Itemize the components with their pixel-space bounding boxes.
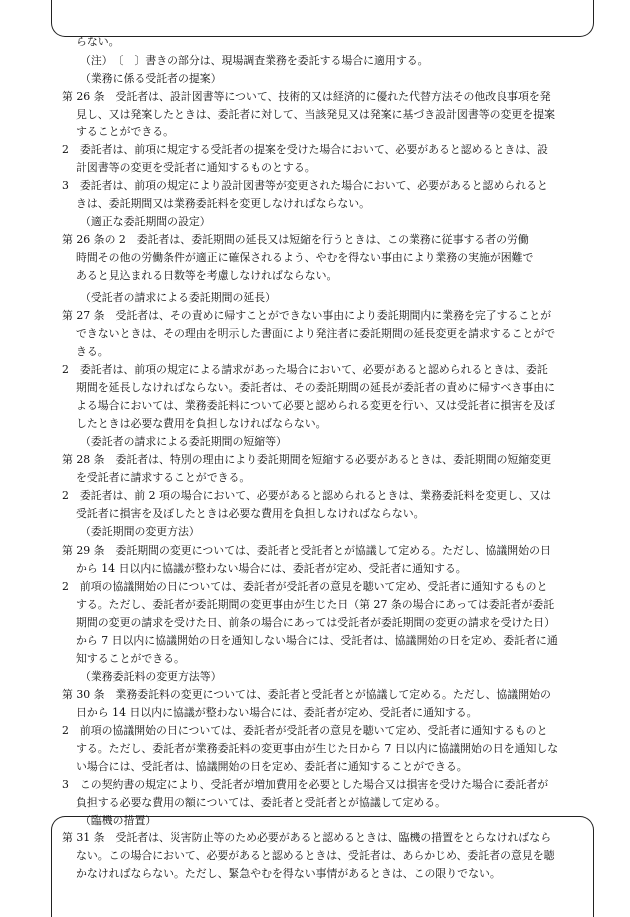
top-bracket-box: [51, 0, 594, 37]
section-caption: （委託期間の変更方法）: [80, 525, 200, 538]
section-caption: （業務に係る受託者の提案）: [80, 72, 222, 85]
text-line: 見し、又は発案したときは、委託者に対して、当該発見又は発案に基づき設計図書等の変更を提案: [76, 108, 555, 121]
text-line: かなければならない。ただし、緊急やむを得ない事情があるときは、この限りでない。: [76, 867, 501, 880]
text-line: することができる。: [76, 125, 175, 138]
article-line: 第 30 条 業務委託料の変更については、委託者と受託者とが協議して定める。ただし、協議開始の: [62, 688, 551, 701]
article-line: 第 29 条 委託期間の変更については、委託者と受託者とが協議して定める。ただし、協議開始の日: [62, 544, 551, 557]
text-line: できないときは、その理由を明示した書面により発注者に委託期間の延長変更を請求することがで: [76, 327, 556, 340]
text-line: 受託者に損害を及ぼしたときは必要な費用を負担しなければならない。: [76, 507, 425, 520]
text-line: 期間の変更の請求を受けた日、前条の場合にあっては受託者が委託期間の変更の請求を受けた日）: [76, 616, 556, 629]
item-line: 2 委託者は、前 2 項の場合において、必要があると認められるときは、業務委託料を変更し、又は: [62, 489, 551, 502]
section-caption: （業務委託料の変更方法等）: [80, 670, 222, 683]
text-line: い場合には、受託者は、協議開始の日を定め、委託者に通知することができる。: [76, 760, 468, 773]
text-line: 日から 14 日以内に協議が整わない場合には、委託者が定め、受託者に通知する。: [76, 706, 478, 719]
text-line: 負担する必要な費用の額については、委託者と受託者とが協議して定める。: [76, 796, 447, 809]
section-caption: （適正な委託期間の設定）: [80, 215, 211, 228]
text-line: らない。: [76, 35, 120, 48]
article-line: 第 26 条 受託者は、設計図書等について、技術的又は経済的に優れた代替方法その他改良事項を発: [62, 90, 551, 103]
text-line: きる。: [76, 345, 109, 358]
section-caption: （臨機の措置）: [80, 814, 157, 827]
text-line: する。ただし、委託者が委託期間の変更事由が生じた日（第 27 条の場合にあっては委託者が委託: [76, 598, 555, 611]
item-line: 2 委託者は、前項の規定による請求があった場合において、必要があると認められるときは、委託: [62, 363, 548, 376]
section-caption: （委託者の請求による委託期間の短縮等）: [80, 435, 287, 448]
item-line: 2 委託者は、前項に規定する受託者の提案を受けた場合において、必要があると認めるときは、設: [62, 143, 548, 156]
article-line: 第 31 条 受託者は、災害防止等のため必要があると認めるときは、臨機の措置をとらなければなら: [62, 831, 552, 844]
text-line: 期間を延長しなければならない。委託者は、その委託期間の延長が委託者の責めに帰すべき事由に: [76, 381, 555, 394]
item-line: 3 この契約書の規定により、受託者が増加費用を必要とした場合又は損害を受けた場合に委託者が: [62, 778, 549, 791]
article-line: 第 26 条の 2 委託者は、委託期間の延長又は短縮を行うときは、この業務に従事する者の労働: [62, 233, 529, 246]
text-line: よる場合においては、業務委託料について必要と認められる変更を行い、又は受託者に損害を及ぼ: [76, 399, 555, 412]
text-line: 知することができる。: [76, 652, 185, 665]
text-line: から 7 日以内に協議開始の日を通知しない場合には、受託者は、協議開始の日を定め、委託者に通: [76, 634, 558, 647]
item-line: 2 前項の協議開始の日については、委託者が受託者の意見を聴いて定め、受託者に通知するものと: [62, 724, 548, 737]
article-line: 第 28 条 委託者は、特別の理由により委託期間を短縮する必要があるときは、委託期間の短縮変更: [62, 453, 552, 466]
text-line: 計図書等の変更を受託者に通知するものとする。: [76, 161, 316, 174]
text-line: ない。この場合において、必要があると認めるときは、受託者は、あらかじめ、委託者の意見を聴: [76, 849, 555, 862]
text-line: したときは必要な費用を負担しなければならない。: [76, 417, 327, 430]
text-line: する。ただし、委託者が業務委託料の変更事由が生じた日から 7 日以内に協議開始の日を通知しな: [76, 742, 559, 755]
article-line: 第 27 条 受託者は、その責めに帰すことができない事由により委託期間内に業務を完了することが: [62, 309, 552, 322]
item-line: 3 委託者は、前項の規定により設計図書等が変更された場合において、必要があると認められると: [62, 179, 548, 192]
text-line: あると見込まれる日数等を考慮しなければならない。: [76, 269, 338, 282]
item-line: 2 前項の協議開始の日については、委託者が受託者の意見を聴いて定め、受託者に通知するものと: [62, 580, 548, 593]
text-line: を受託者に請求することができる。: [76, 471, 251, 484]
text-line: から 14 日以内に協議が整わない場合には、委託者が定め、受託者に通知する。: [76, 562, 467, 575]
section-caption: （受託者の請求による委託期間の延長）: [80, 291, 277, 304]
text-line: きは、委託期間又は業務委託料を変更しなければならない。: [76, 197, 371, 210]
note-line: （注） 〔 〕書きの部分は、現場調査業務を委託する場合に適用する。: [80, 54, 429, 67]
text-line: 時間その他の労働条件が適正に確保されるよう、やむを得ない事由により業務の実施が困難で: [76, 251, 534, 264]
